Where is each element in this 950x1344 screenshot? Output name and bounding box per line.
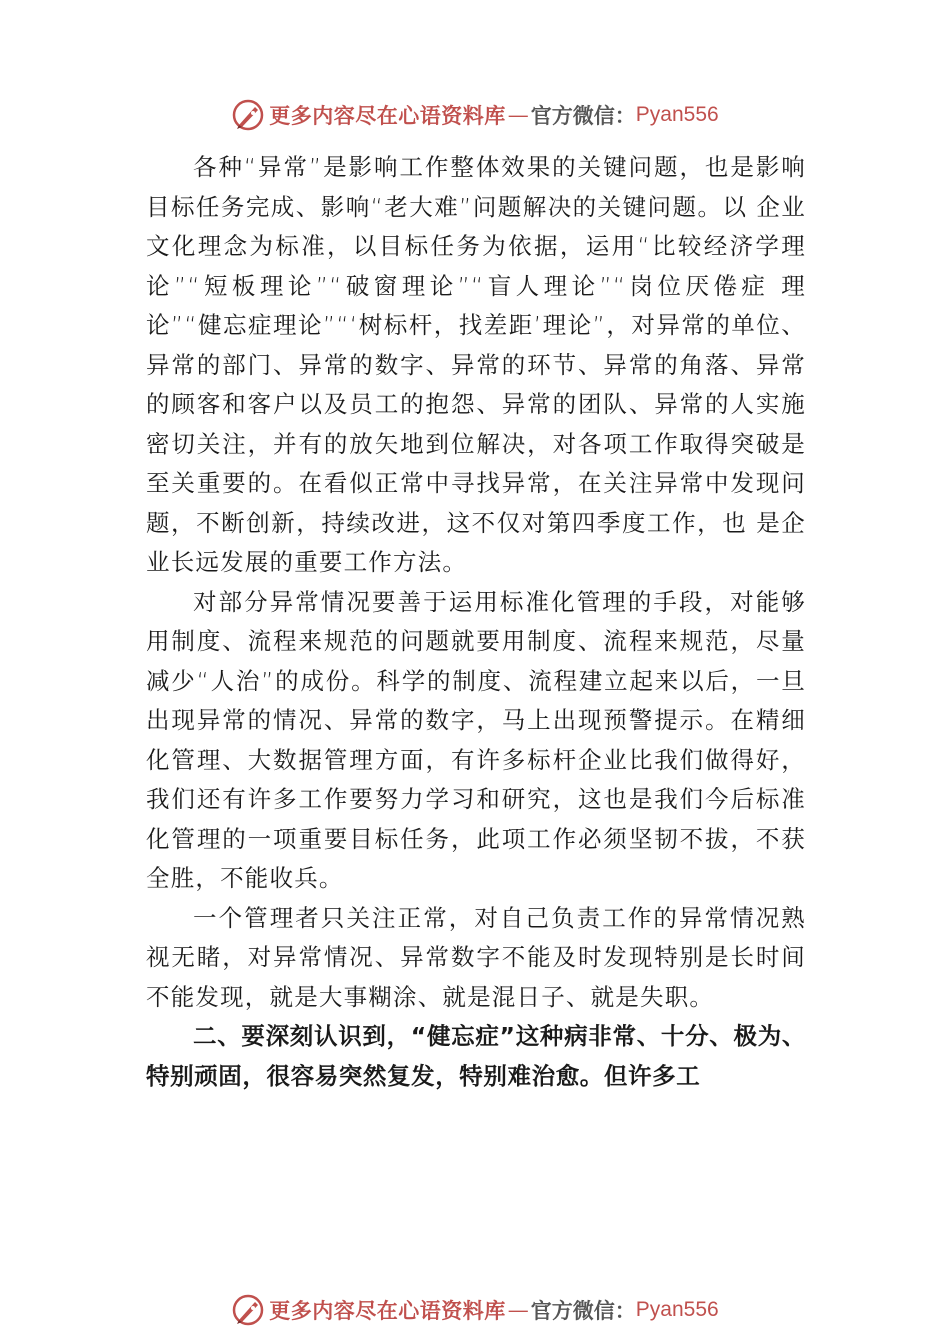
wechat-label: 官方微信： xyxy=(530,103,636,128)
wechat-label: 官方微信： xyxy=(530,1298,636,1323)
body-paragraph: 各种“异常”是影响工作整体效果的关键问题，也是影响目标任务完成、影响“老大难”问题解决的关键问题。以 企业文化理念为标准，以目标任务为依据，运用“比较经济学理论”“短板理论”“破窗理论”“盲人理论”“岗位厌倦症 理论”“健忘症理论”“‘树标杆，找差距’理论”，对异常的单位、异常的部门、异常的数字、异常的环节、异常的角落、异常的顾客和客户以及员工的抱怨、异常的团队、异常的人实施密切关注，并有的放矢地到位解决，对各项工作取得突破是至关重要的。在看似正常中寻找异常，在关注异常中发现问题，不断创新，持续改进，这不仅对第四季度工作，也 是企业长远发展的重要工作方法。 xyxy=(146,153,806,576)
body-paragraph: 对部分异常情况要善于运用标准化管理的手段，对能够用制度、流程来规范的问题就要用制度、流程来规范，尽量减少“人治”的成份。科学的制度、流程建立起来以后，一旦出现异常的情况、异常的数字，马上出现预警提示。在精细化管理、大数据管理方面，有许多标杆企业比我们做得好，我们还有许多工作要努力学习和研究，这也是我们今后标准化管理的一项重要目标任务，此项工作必须坚韧不拔，不获全胜，不能收兵。 xyxy=(146,587,806,892)
footer-banner xyxy=(0,1290,950,1330)
document-body xyxy=(146,148,806,1096)
header-banner xyxy=(0,95,950,135)
banner-dash: — xyxy=(507,1298,529,1322)
section-heading-paragraph: 二、要深刻认识到，“健忘症”这种病非常、十分、极为、特别顽固，很容易突然复发，特别难治愈。但许多工 xyxy=(146,1022,806,1090)
pen-logo-icon xyxy=(231,98,265,132)
wechat-id: Pyan556 xyxy=(635,1298,719,1321)
site-name: 更多内容尽在心语资料库 xyxy=(269,1298,506,1323)
site-name: 更多内容尽在心语资料库 xyxy=(269,103,506,128)
wechat-id: Pyan556 xyxy=(635,103,719,126)
pen-logo-icon xyxy=(231,1293,265,1327)
body-paragraph: 一个管理者只关注正常，对自己负责工作的异常情况熟视无睹，对异常情况、异常数字不能及时发现特别是长时间不能发现，就是大事糊涂、就是混日子、就是失职。 xyxy=(146,903,806,1011)
banner-dash: — xyxy=(507,103,529,127)
